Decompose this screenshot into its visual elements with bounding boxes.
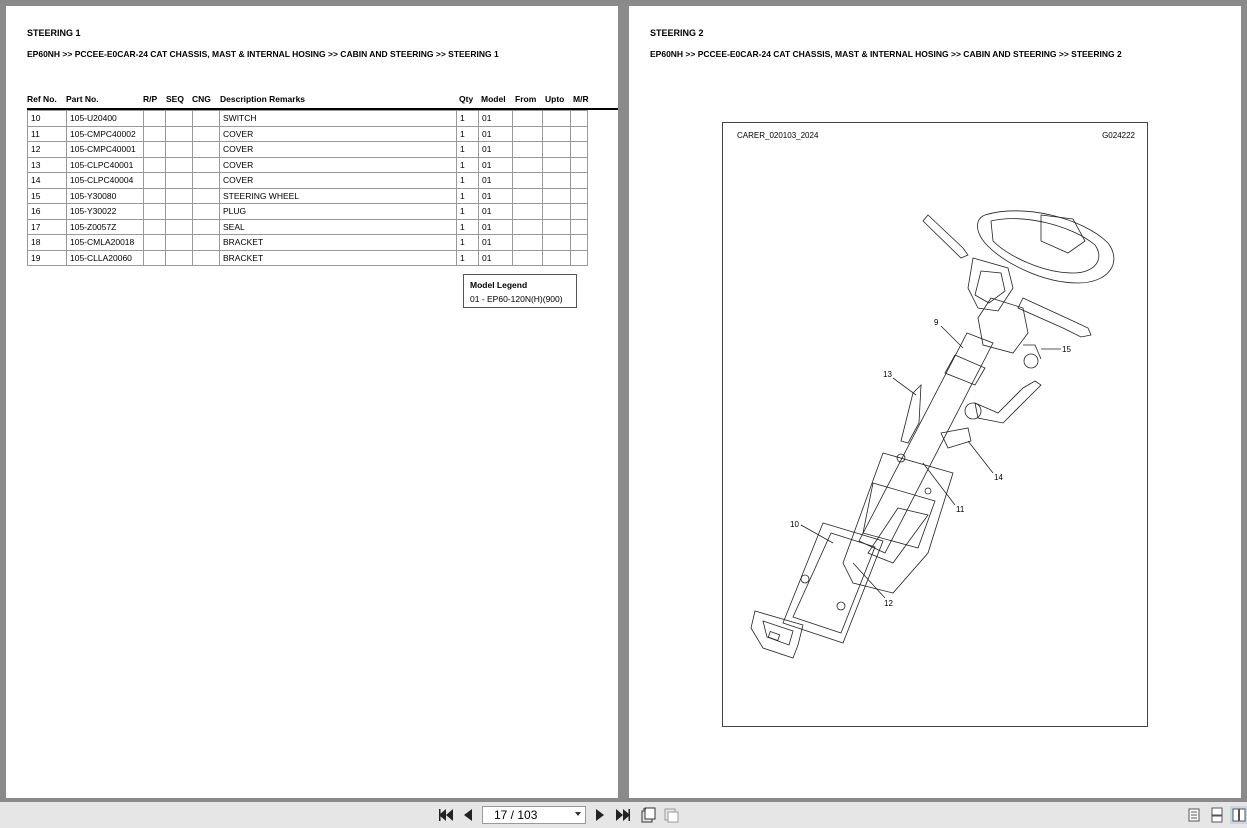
ref-cell: 16 xyxy=(28,204,67,220)
cng-cell xyxy=(193,111,220,127)
table-row xyxy=(28,157,588,173)
parts-table xyxy=(27,110,588,266)
model-cell: 01 xyxy=(479,250,513,266)
col-header-mr: M/R xyxy=(573,94,589,104)
cng-cell xyxy=(193,157,220,173)
upper-joint-inner xyxy=(975,271,1005,303)
single-page-view-button[interactable] xyxy=(1185,806,1203,824)
description-cell: COVER xyxy=(220,173,457,189)
bracket-13 xyxy=(901,385,921,443)
page-title: STEERING 1 xyxy=(27,28,81,38)
mr-cell xyxy=(571,235,588,251)
qty-cell: 1 xyxy=(457,142,479,158)
description-cell: BRACKET xyxy=(220,235,457,251)
diagram-code-right: G024222 xyxy=(1102,131,1135,140)
mr-cell xyxy=(571,219,588,235)
description-cell: SEAL xyxy=(220,219,457,235)
steering-column-drawing xyxy=(723,123,1147,726)
model-legend-title: Model Legend xyxy=(470,280,528,290)
table-row xyxy=(28,204,588,220)
table-row xyxy=(28,126,588,142)
col-header-cng: CNG xyxy=(192,94,211,104)
rp-cell xyxy=(144,250,166,266)
rp-cell xyxy=(144,204,166,220)
col-header-qty: Qty xyxy=(459,94,474,104)
rp-cell xyxy=(144,157,166,173)
model-cell: 01 xyxy=(479,157,513,173)
from-cell xyxy=(513,188,543,204)
seq-cell xyxy=(166,219,193,235)
steering-knob xyxy=(1018,298,1091,337)
seq-cell xyxy=(166,235,193,251)
qty-cell: 1 xyxy=(457,235,479,251)
description-cell: COVER xyxy=(220,157,457,173)
description-cell: COVER xyxy=(220,142,457,158)
mr-cell xyxy=(571,173,588,189)
leader-12 xyxy=(853,563,885,598)
seq-cell xyxy=(166,173,193,189)
ref-cell: 12 xyxy=(28,142,67,158)
rp-cell xyxy=(144,235,166,251)
from-cell xyxy=(513,111,543,127)
facing-view-button[interactable] xyxy=(1230,806,1247,824)
part-number-cell: 105-CLPC40001 xyxy=(67,157,144,173)
ref-cell: 14 xyxy=(28,173,67,189)
rp-cell xyxy=(144,126,166,142)
description-cell: COVER xyxy=(220,126,457,142)
qty-cell: 1 xyxy=(457,173,479,189)
breadcrumb: EP60NH >> PCCEE-E0CAR-24 CAT CHASSIS, MAST & INTERNAL HOSING >> CABIN AND STEERING >> STEERING 1 xyxy=(27,49,499,59)
part-number-cell: 105-CMPC40001 xyxy=(67,142,144,158)
first-page-button[interactable] xyxy=(437,806,455,824)
seq-cell xyxy=(166,250,193,266)
qty-cell: 1 xyxy=(457,250,479,266)
base-bolt xyxy=(837,602,845,610)
model-legend-entry: 01 - EP60-120N(H)(900) xyxy=(470,294,563,304)
from-cell xyxy=(513,235,543,251)
mr-cell xyxy=(571,250,588,266)
from-cell xyxy=(513,219,543,235)
from-cell xyxy=(513,204,543,220)
continuous-view-button[interactable] xyxy=(1208,806,1226,824)
single-page-view-icon xyxy=(1188,808,1200,822)
cover-plate xyxy=(868,508,928,563)
seq-cell xyxy=(166,204,193,220)
bolt xyxy=(925,488,931,494)
chevron-down-icon xyxy=(575,812,581,816)
column-collar xyxy=(978,298,1028,353)
page-title: STEERING 2 xyxy=(650,28,704,38)
cng-cell xyxy=(193,188,220,204)
part-number-cell: 105-U20400 xyxy=(67,111,144,127)
col-header-rp: R/P xyxy=(143,94,158,104)
exploded-diagram xyxy=(722,122,1148,727)
upto-cell xyxy=(543,188,571,204)
upto-cell xyxy=(543,219,571,235)
prev-page-icon xyxy=(464,809,472,821)
model-cell: 01 xyxy=(479,188,513,204)
from-cell xyxy=(513,142,543,158)
right-page xyxy=(629,6,1241,798)
rotate-page-button[interactable] xyxy=(639,806,657,824)
page-number-value: 17 / 103 xyxy=(494,808,538,822)
adjust-knob xyxy=(1024,354,1038,368)
mr-cell xyxy=(571,111,588,127)
cng-cell xyxy=(193,235,220,251)
ref-cell: 10 xyxy=(28,111,67,127)
description-cell: BRACKET xyxy=(220,250,457,266)
cng-cell xyxy=(193,219,220,235)
col-header-seq: SEQ xyxy=(166,94,184,104)
ref-cell: 18 xyxy=(28,235,67,251)
lower-housing xyxy=(843,453,953,593)
seq-cell xyxy=(166,111,193,127)
upto-cell xyxy=(543,111,571,127)
two-page-icon xyxy=(663,807,679,823)
cng-cell xyxy=(193,142,220,158)
facing-view-icon xyxy=(1232,808,1246,822)
model-legend xyxy=(463,274,577,308)
leader-14 xyxy=(968,441,993,473)
col-header-desc: Description Remarks xyxy=(220,94,306,104)
leader-10 xyxy=(801,525,833,543)
steering-wheel-inner xyxy=(991,219,1099,273)
seq-cell xyxy=(166,142,193,158)
mr-cell xyxy=(571,204,588,220)
switch-body xyxy=(768,631,779,640)
col-header-upto: Upto xyxy=(545,94,565,104)
cng-cell xyxy=(193,250,220,266)
upto-cell xyxy=(543,157,571,173)
callout-12: 12 xyxy=(884,599,893,608)
model-cell: 01 xyxy=(479,235,513,251)
callout-9: 9 xyxy=(934,318,939,327)
callout-10: 10 xyxy=(790,520,799,529)
rp-cell xyxy=(144,219,166,235)
part-number-cell: 105-Z0057Z xyxy=(67,219,144,235)
qty-cell: 1 xyxy=(457,157,479,173)
description-cell: STEERING WHEEL xyxy=(220,188,457,204)
qty-cell: 1 xyxy=(457,219,479,235)
seq-cell xyxy=(166,188,193,204)
model-cell: 01 xyxy=(479,111,513,127)
table-row xyxy=(28,250,588,266)
qty-cell: 1 xyxy=(457,204,479,220)
from-cell xyxy=(513,250,543,266)
rp-cell xyxy=(144,142,166,158)
left-page xyxy=(6,6,618,798)
model-cell: 01 xyxy=(479,219,513,235)
last-page-button[interactable] xyxy=(614,806,632,824)
two-page-button[interactable] xyxy=(662,806,680,824)
ref-cell: 13 xyxy=(28,157,67,173)
upto-cell xyxy=(543,235,571,251)
continuous-view-icon xyxy=(1211,807,1223,823)
last-page-icon xyxy=(616,809,630,821)
qty-cell: 1 xyxy=(457,111,479,127)
column-tube xyxy=(859,333,993,553)
part-number-cell: 105-CLPC40004 xyxy=(67,173,144,189)
table-row xyxy=(28,188,588,204)
cng-cell xyxy=(193,204,220,220)
callout-15: 15 xyxy=(1062,345,1071,354)
cng-cell xyxy=(193,173,220,189)
part-number-cell: 105-CLLA20060 xyxy=(67,250,144,266)
base-bolt xyxy=(801,575,809,583)
rp-cell xyxy=(144,173,166,189)
table-row xyxy=(28,219,588,235)
rp-cell xyxy=(144,111,166,127)
ref-cell: 15 xyxy=(28,188,67,204)
diagram-code-left: CARER_020103_2024 xyxy=(737,131,819,140)
leader-13 xyxy=(893,378,916,395)
rp-cell xyxy=(144,188,166,204)
col-header-ref: Ref No. xyxy=(27,94,57,104)
ref-cell: 11 xyxy=(28,126,67,142)
from-cell xyxy=(513,157,543,173)
parts-table-body xyxy=(28,111,588,266)
prev-page-button[interactable] xyxy=(459,806,477,824)
from-cell xyxy=(513,126,543,142)
col-header-model: Model xyxy=(481,94,506,104)
seq-cell xyxy=(166,157,193,173)
mr-cell xyxy=(571,142,588,158)
tilt-lever xyxy=(975,381,1041,423)
steering-wheel-rim xyxy=(978,211,1114,283)
seq-cell xyxy=(166,126,193,142)
col-header-from: From xyxy=(515,94,537,104)
upto-cell xyxy=(543,173,571,189)
table-row xyxy=(28,173,588,189)
callout-13: 13 xyxy=(883,370,892,379)
part-number-cell: 105-CMPC40002 xyxy=(67,126,144,142)
mr-cell xyxy=(571,188,588,204)
upto-cell xyxy=(543,250,571,266)
callout-11: 11 xyxy=(956,505,965,514)
ref-cell: 19 xyxy=(28,250,67,266)
part-number-cell: 105-Y30080 xyxy=(67,188,144,204)
ref-cell: 17 xyxy=(28,219,67,235)
from-cell xyxy=(513,173,543,189)
table-row xyxy=(28,142,588,158)
base-mount xyxy=(783,523,883,643)
first-page-icon xyxy=(439,809,453,821)
qty-cell: 1 xyxy=(457,126,479,142)
callout-14: 14 xyxy=(994,473,1003,482)
next-page-icon xyxy=(596,809,604,821)
model-cell: 01 xyxy=(479,126,513,142)
table-row xyxy=(28,111,588,127)
tilt-pivot xyxy=(965,403,981,419)
left-lever xyxy=(923,215,968,258)
model-cell: 01 xyxy=(479,142,513,158)
next-page-button[interactable] xyxy=(591,806,609,824)
bracket-14 xyxy=(941,428,971,448)
part-number-cell: 105-CMLA20018 xyxy=(67,235,144,251)
col-header-part: Part No. xyxy=(66,94,99,104)
description-cell: SWITCH xyxy=(220,111,457,127)
table-row xyxy=(28,235,588,251)
description-cell: PLUG xyxy=(220,204,457,220)
part-number-cell: 105-Y30022 xyxy=(67,204,144,220)
cng-cell xyxy=(193,126,220,142)
viewer-toolbar xyxy=(0,802,1247,828)
upto-cell xyxy=(543,126,571,142)
upto-cell xyxy=(543,204,571,220)
qty-cell: 1 xyxy=(457,188,479,204)
leader-9 xyxy=(941,326,963,348)
breadcrumb: EP60NH >> PCCEE-E0CAR-24 CAT CHASSIS, MAST & INTERNAL HOSING >> CABIN AND STEERING >> STEERING 2 xyxy=(650,49,1122,59)
rotate-page-icon xyxy=(640,807,656,823)
model-cell: 01 xyxy=(479,204,513,220)
mr-cell xyxy=(571,157,588,173)
model-cell: 01 xyxy=(479,173,513,189)
upto-cell xyxy=(543,142,571,158)
page-number-select[interactable] xyxy=(482,806,586,824)
mr-cell xyxy=(571,126,588,142)
